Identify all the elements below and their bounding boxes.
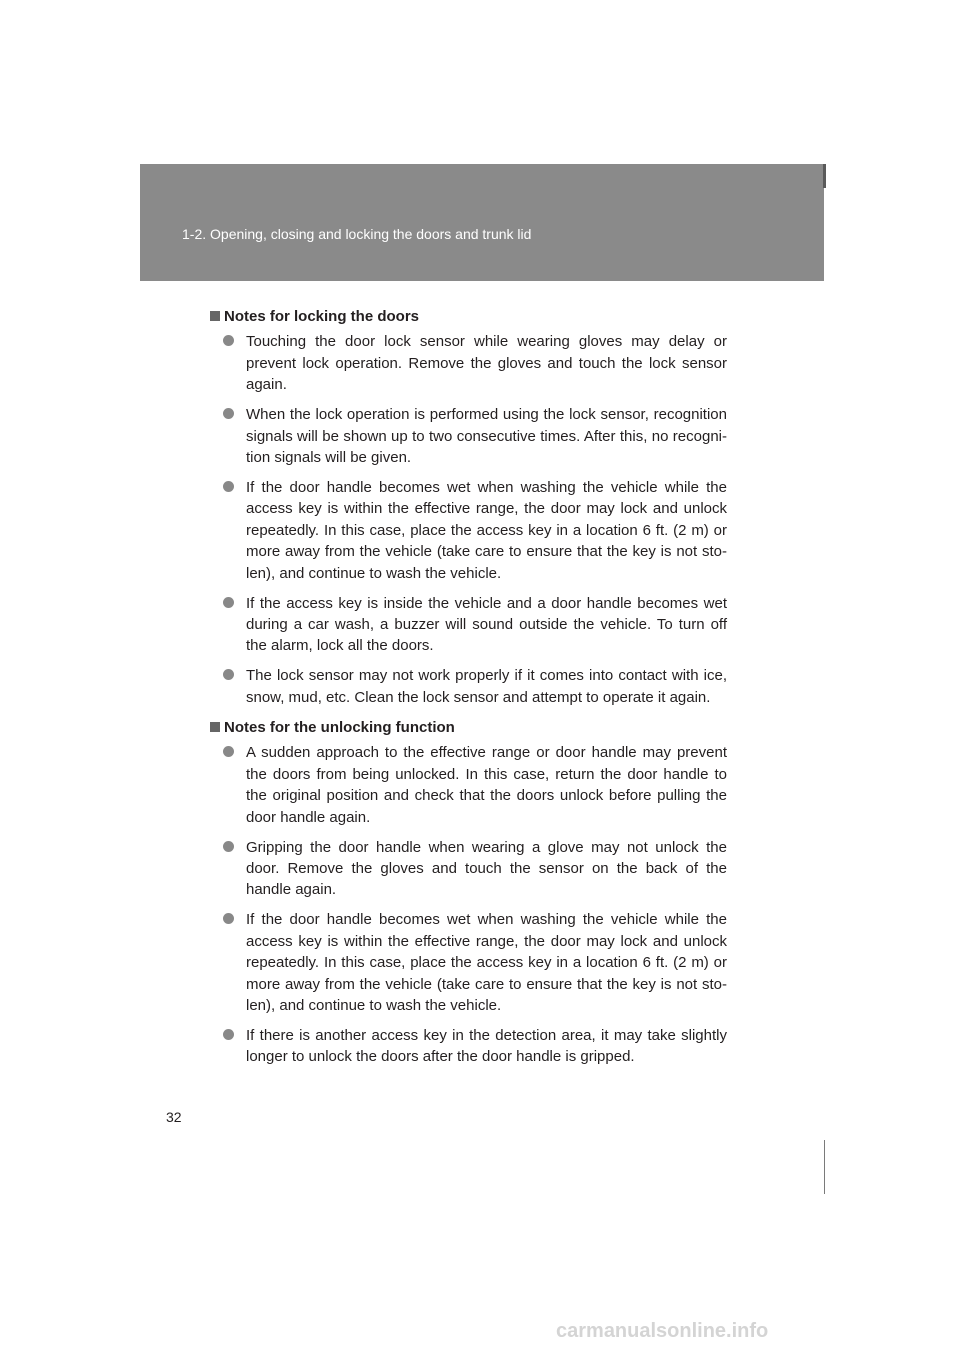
list-item-text: Gripping the door handle when wearing a glove may not unlock the door. Remove the gloves and touch the sensor on the back of the handle again. [246,838,727,899]
list-item-text: If the door handle becomes wet when washing the vehicle while the access key is within the effective range, the door may lock and unlock repeatedly. In this case, place the access key in a location 6 ft. (2 m) or more away from the vehicle (take care to ensure that the key is not sto-len), and continue to wash the vehicle. [246,911,727,1014]
section-heading-text: Notes for the unlocking function [224,718,455,736]
list-item [223,404,727,468]
list-item [223,742,727,828]
list-item-text: A sudden approach to the effective range or door handle may prevent the doors from being unlocked. In this case, return the door handle to the original position and check that the doors unlock before pulling the door handle again. [246,744,727,826]
circle-bullet-icon [223,913,234,924]
square-bullet-icon [210,311,220,321]
section-heading-unlocking [210,717,727,738]
list-item [223,331,727,395]
circle-bullet-icon [223,746,234,757]
circle-bullet-icon [223,597,234,608]
list-item-text: If the door handle becomes wet when washing the vehicle while the access key is within the effective range, the door may lock and unlock repeatedly. In this case, place the access key in a location 6 ft. (2 m) or more away from the vehicle (take care to ensure that the key is not sto-len), and continue to wash the vehicle. [246,479,727,582]
list-item-text: Touching the door lock sensor while wearing gloves may delay or prevent lock operation. Remove the gloves and touch the lock sensor again. [246,333,727,394]
circle-bullet-icon [223,481,234,492]
list-item [223,665,727,708]
circle-bullet-icon [223,408,234,419]
site-watermark: carmanualsonline.info [556,1320,769,1342]
page-number: 32 [166,1109,182,1125]
square-bullet-icon [210,722,220,732]
circle-bullet-icon [223,669,234,680]
section-heading-locking [210,306,727,327]
list-item [223,837,727,901]
circle-bullet-icon [223,335,234,346]
page-content [210,306,727,1076]
list-item [223,593,727,657]
chapter-section-title: 1-2. Opening, closing and locking the doors and trunk lid [182,226,532,242]
circle-bullet-icon [223,841,234,852]
list-item-text: If there is another access key in the detection area, it may take slightly longer to unlock the doors after the door handle is gripped. [246,1026,727,1066]
list-item [223,909,727,1016]
list-item-text: When the lock operation is performed using the lock sensor, recognition signals will be shown up to two consecutive times. After this, no recogni-tion signals will be given. [246,406,727,467]
circle-bullet-icon [223,1029,234,1040]
list-item [223,1025,727,1068]
margin-rule [824,1140,825,1194]
list-item-text: The lock sensor may not work properly if it comes into contact with ice, snow, mud, etc. Clean the lock sensor and attempt to operate it again. [246,667,727,706]
list-item [223,477,727,584]
list-item-text: If the access key is inside the vehicle and a door handle becomes wet during a car wash, a buzzer will sound outside the vehicle. To turn off the alarm, lock all the doors. [246,594,727,655]
chapter-header-band [140,164,824,281]
section-heading-text: Notes for locking the doors [224,308,420,325]
header-edge-tab [823,164,826,188]
